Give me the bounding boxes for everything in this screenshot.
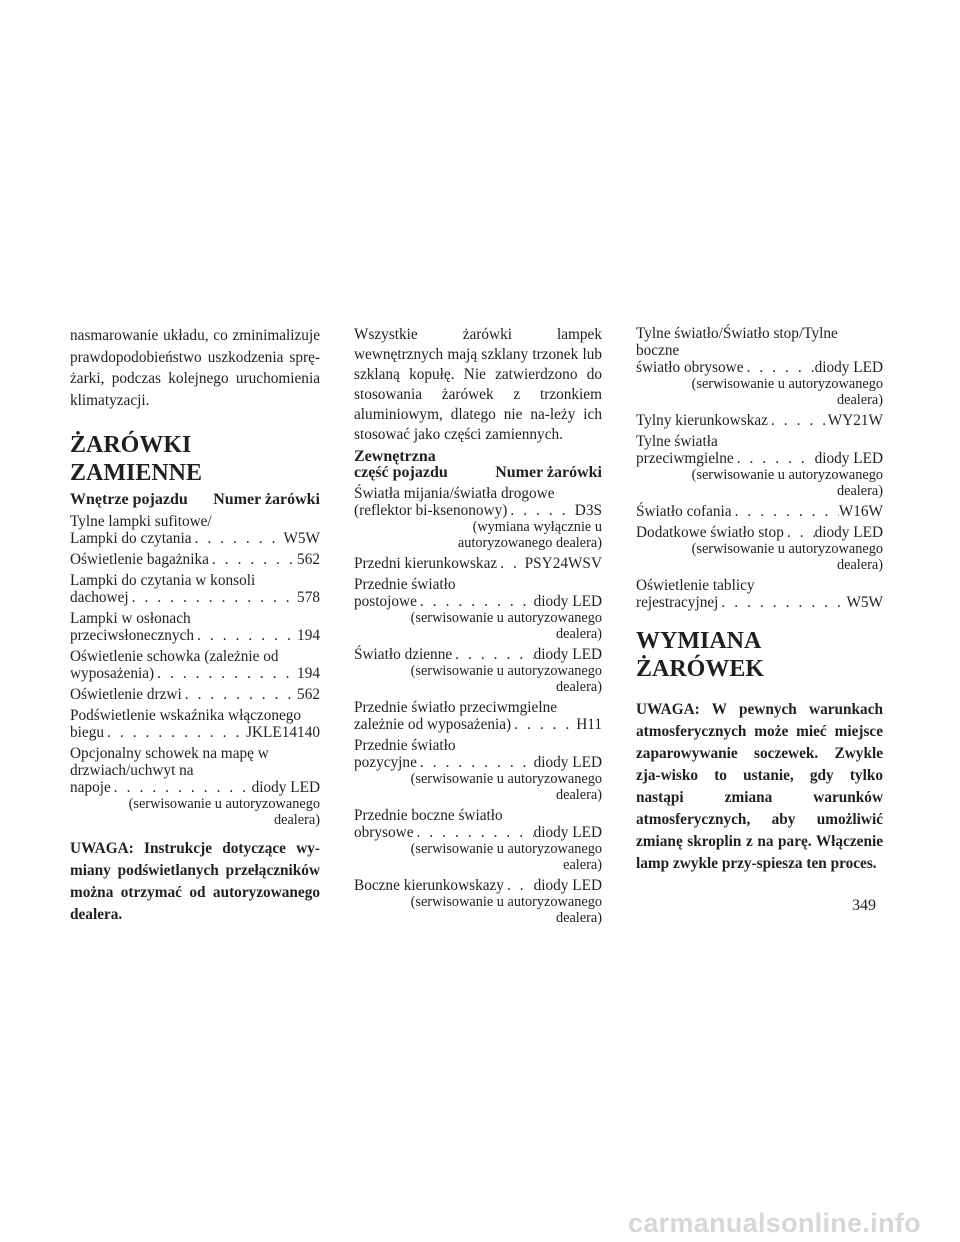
bulb-entry-value: W5W [283,530,320,547]
bulb-entry [70,707,320,741]
table-header-exterior [354,449,602,481]
bulb-entry-label: Przedni kierunkowskaz [354,555,498,572]
bulb-entry-label-line: Tylne światło/Światło stop/Tylne boczne [636,325,838,359]
bulb-entry-label: wyposażenia) [70,665,155,682]
bulb-entry-label-line: Lampki do czytania w konsoli [70,572,256,589]
dot-leader [718,594,846,611]
dot-leader [104,724,246,741]
bulb-entry-label: przeciwmgielne [636,450,734,467]
bulb-entry-note: (serwisowanie u autoryzowanego [410,894,602,910]
bulb-entry-label: Światło cofania [636,503,732,520]
dot-leader [209,551,297,568]
bulb-entry-row [354,502,602,519]
dot-leader [111,779,252,796]
bulb-entry-note: (serwisowanie u autoryzowanego [410,610,602,626]
bulb-entry-note: dealera) [555,679,602,695]
bulb-entry-row [70,589,320,606]
bulb-entry-value: 562 [297,686,320,703]
bulb-entry-row [70,724,320,741]
bulb-entry-value: diody LED [814,524,883,541]
bulb-entry-label-line: Tylne lampki sufitowe/ [70,513,212,530]
bulb-entry-value: 194 [297,627,320,644]
bulb-entry [636,503,883,520]
bulb-entry-value: W16W [838,503,883,520]
intro-paragraph: nasmarowanie układu, co zminimalizuje prawdopodobieństwo uszkodzenia sprę-żarki, podczas kolejnego uruchomienia klimatyzacji. [70,327,320,409]
bulb-entry [636,433,883,499]
section-heading-replacement-bulbs: ŻARÓWKI ZAMIENNE [70,432,203,486]
bulb-entry-value: JKLE14140 [246,724,320,741]
table-header-left [354,449,448,481]
bulb-entry-row [70,686,320,703]
bulb-entry-row [354,824,602,841]
bulb-entry-note: (serwisowanie u autoryzowanego [691,541,883,557]
bulb-entry-label-line: Lampki w osłonach [70,610,191,627]
bulb-entry-label-line: Opcjonalny schowek na mapę w [70,745,269,762]
bulb-entry-row [354,646,602,663]
bulb-entry [70,745,320,828]
bulb-entry [70,513,320,547]
dot-leader [182,686,297,703]
dot-leader [744,359,815,376]
bulb-entry [70,686,320,703]
dot-leader [504,877,534,894]
bulb-entry-value: WY21W [827,412,883,429]
bulb-entry-label-line: Oświetlenie tablicy [636,577,755,594]
bulb-entry-value: H11 [576,716,602,733]
bulb-entry-note: dealera) [555,910,602,926]
bulb-entry-row [354,716,602,733]
bulb-entry-row [354,754,602,771]
bulb-entry-label-line: Podświetlenie wskaźnika włączonego [70,707,302,724]
table-header-right: Numer żarówki [495,464,602,481]
bulb-entry [354,699,602,733]
bulb-entry [354,555,602,572]
bulb-entry [636,325,883,408]
bulb-entry-row [354,877,602,894]
table-header-right: Numer żarówki [213,491,320,508]
bulb-entry-note: (serwisowanie u autoryzowanego [410,771,602,787]
bulb-entry-note: dealera) [836,483,883,499]
bulb-entry [636,524,883,573]
bulb-entry-row [354,555,602,572]
dot-leader [511,716,576,733]
bulb-entry-label: Oświetlenie drzwi [70,686,182,703]
bulb-entry [636,412,883,429]
bulb-entry [70,610,320,644]
bulb-entry-row [636,594,883,611]
bulb-entry-label: zależnie od wyposażenia) [354,716,512,733]
dot-leader [732,503,839,520]
bulb-entry-label: Boczne kierunkowskazy [354,877,504,894]
bulb-entry-note: autoryzowanego dealera) [457,535,602,551]
bulb-entry-value: diody LED [533,877,602,894]
bulb-entry-value: diody LED [814,359,883,376]
bulb-entry-label-line: Tylne światła [636,433,718,450]
page-number: 349 [852,897,876,914]
bulb-entry-label-line: Światła mijania/światła drogowe [354,485,555,502]
bulb-entry-label: Tylny kierunkowskaz [636,412,768,429]
bulb-entry-note: dealera) [273,812,320,828]
bulb-entry-note: dealera) [555,626,602,642]
bulb-entry-label: napoje [70,779,111,796]
bulb-entry-label: Lampki do czytania [70,530,192,547]
bulb-entry-row [70,627,320,644]
bulb-entry-label: pozycyjne [354,754,417,771]
note-paragraph: UWAGA: Instrukcje dotyczące wy-miany podświetlanych przełączników można otrzymać od autoryzowanego dealera. [70,840,320,923]
bulb-entry-label: biegu [70,724,104,741]
dot-leader [734,450,815,467]
bulb-entry [70,648,320,682]
bulb-entry-row [636,450,883,467]
bulb-entry-value: diody LED [533,593,602,610]
bulb-entry [354,737,602,803]
dot-leader [452,646,533,663]
bulb-entry [354,485,602,551]
bulb-entry-label: światło obrysowe [636,359,744,376]
dot-leader [507,502,574,519]
dot-leader [768,412,828,429]
dot-leader [417,754,534,771]
table-header-left-line1: Zewnętrzna [354,448,436,465]
table-header-interior [70,491,320,509]
bulb-entry-label: postojowe [354,593,417,610]
bulb-entry-note: dealera) [836,557,883,573]
bulb-list-interior [70,513,320,828]
bulb-entry-label-line: Przednie boczne światło [354,807,503,824]
dot-leader [784,524,815,541]
bulb-entry [354,877,602,926]
bulb-entry-value: diody LED [533,754,602,771]
section-heading-bulb-replacement: WYMIANA ŻARÓWEK [636,628,765,682]
bulb-entry [354,646,602,695]
bulb-entry-value: 578 [297,589,320,606]
bulb-entry-label: obrysowe [354,824,414,841]
bulb-entry-row [636,503,883,520]
bulb-entry-value: W5W [846,594,883,611]
bulb-entry-row [70,779,320,796]
bulb-entry [70,572,320,606]
column-middle [354,325,602,930]
bulb-entry-value: diody LED [533,824,602,841]
bulb-entry-label: przeciwsłonecznych [70,627,195,644]
bulb-entry-value: diody LED [814,450,883,467]
bulb-entry-note: ealera) [563,857,602,873]
bulb-entry-label: rejestracyjnej [636,594,719,611]
dot-leader [191,530,283,547]
bulb-entry-label-line: Przednie światło [354,737,456,754]
bulb-entry [354,576,602,642]
bulb-entry-note: (serwisowanie u autoryzowanego [691,376,883,392]
bulb-entry-row [354,593,602,610]
bulb-entry-note: dealera) [555,787,602,803]
bulb-entry-value: D3S [574,502,602,519]
bulb-entry [636,577,883,611]
bulb-entry-row [636,359,883,376]
bulb-entry-value: 562 [297,551,320,568]
dot-leader [129,589,297,606]
bulb-entry-row [70,530,320,547]
table-header-left: Wnętrze pojazdu [70,491,188,508]
column-right [636,325,883,875]
bulb-entry-note: dealera) [836,392,883,408]
bulb-entry-label: Dodatkowe światło stop [636,524,784,541]
bulb-entry-label-line: Oświetlenie schowka (zależnie od [70,648,279,665]
dot-leader [417,593,534,610]
intro-paragraph: Wszystkie żarówki lampek wewnętrznych mają szklany trzonek lub szklaną kopułę. Nie zatwierdzono do stosowania żarówek z trzonkiem aluminiowym, dlatego nie na-leży ich stosować jako części zamiennych. [354,326,602,443]
bulb-entry-label: Światło dzienne [354,646,453,663]
bulb-entry-value: PSY24WSV [524,555,602,572]
bulb-entry-note: (wymiana wyłącznie u [472,519,602,535]
bulb-entry-note: (serwisowanie u autoryzowanego [410,841,602,857]
bulb-entry [70,551,320,568]
bulb-entry-value: 194 [297,665,320,682]
note-paragraph: UWAGA: W pewnych warunkach atmosferycznych może mieć miejsce zaparowywanie soczewek. Zwykle zja-wisko to ustanie, gdy tylko nastąpi zmiana warunków atmosferycznych, aby umożliwić zmianę skroplin z na parę. Włączenie lamp zwykle przy-spiesza ten proces. [636,701,883,872]
bulb-entry-label: dachowej [70,589,129,606]
bulb-list-exterior-front [354,485,602,926]
dot-leader [413,824,533,841]
bulb-entry-value: diody LED [533,646,602,663]
bulb-entry-label: (reflektor bi-ksenonowy) [354,502,508,519]
bulb-list-exterior-rear [636,325,883,611]
dot-leader [154,665,297,682]
bulb-entry-row [636,412,883,429]
bulb-entry-label-line: Przednie światło przeciwmgielne [354,699,558,716]
column-left [70,325,320,926]
bulb-entry-note: (serwisowanie u autoryzowanego [128,796,320,812]
bulb-entry-label: Oświetlenie bagażnika [70,551,209,568]
bulb-entry-value: diody LED [251,779,320,796]
table-header-left-line2: część pojazdu [354,464,448,481]
bulb-entry-label-line: drzwiach/uchwyt na [70,762,194,779]
watermark: carmanualsonline.info [628,1208,921,1238]
dot-leader [497,555,524,572]
bulb-entry-row [70,551,320,568]
bulb-entry-row [636,524,883,541]
dot-leader [194,627,297,644]
bulb-entry-note: (serwisowanie u autoryzowanego [410,663,602,679]
bulb-entry-label-line: Przednie światło [354,576,456,593]
bulb-entry [354,807,602,873]
bulb-entry-note: (serwisowanie u autoryzowanego [691,467,883,483]
bulb-entry-row [70,665,320,682]
